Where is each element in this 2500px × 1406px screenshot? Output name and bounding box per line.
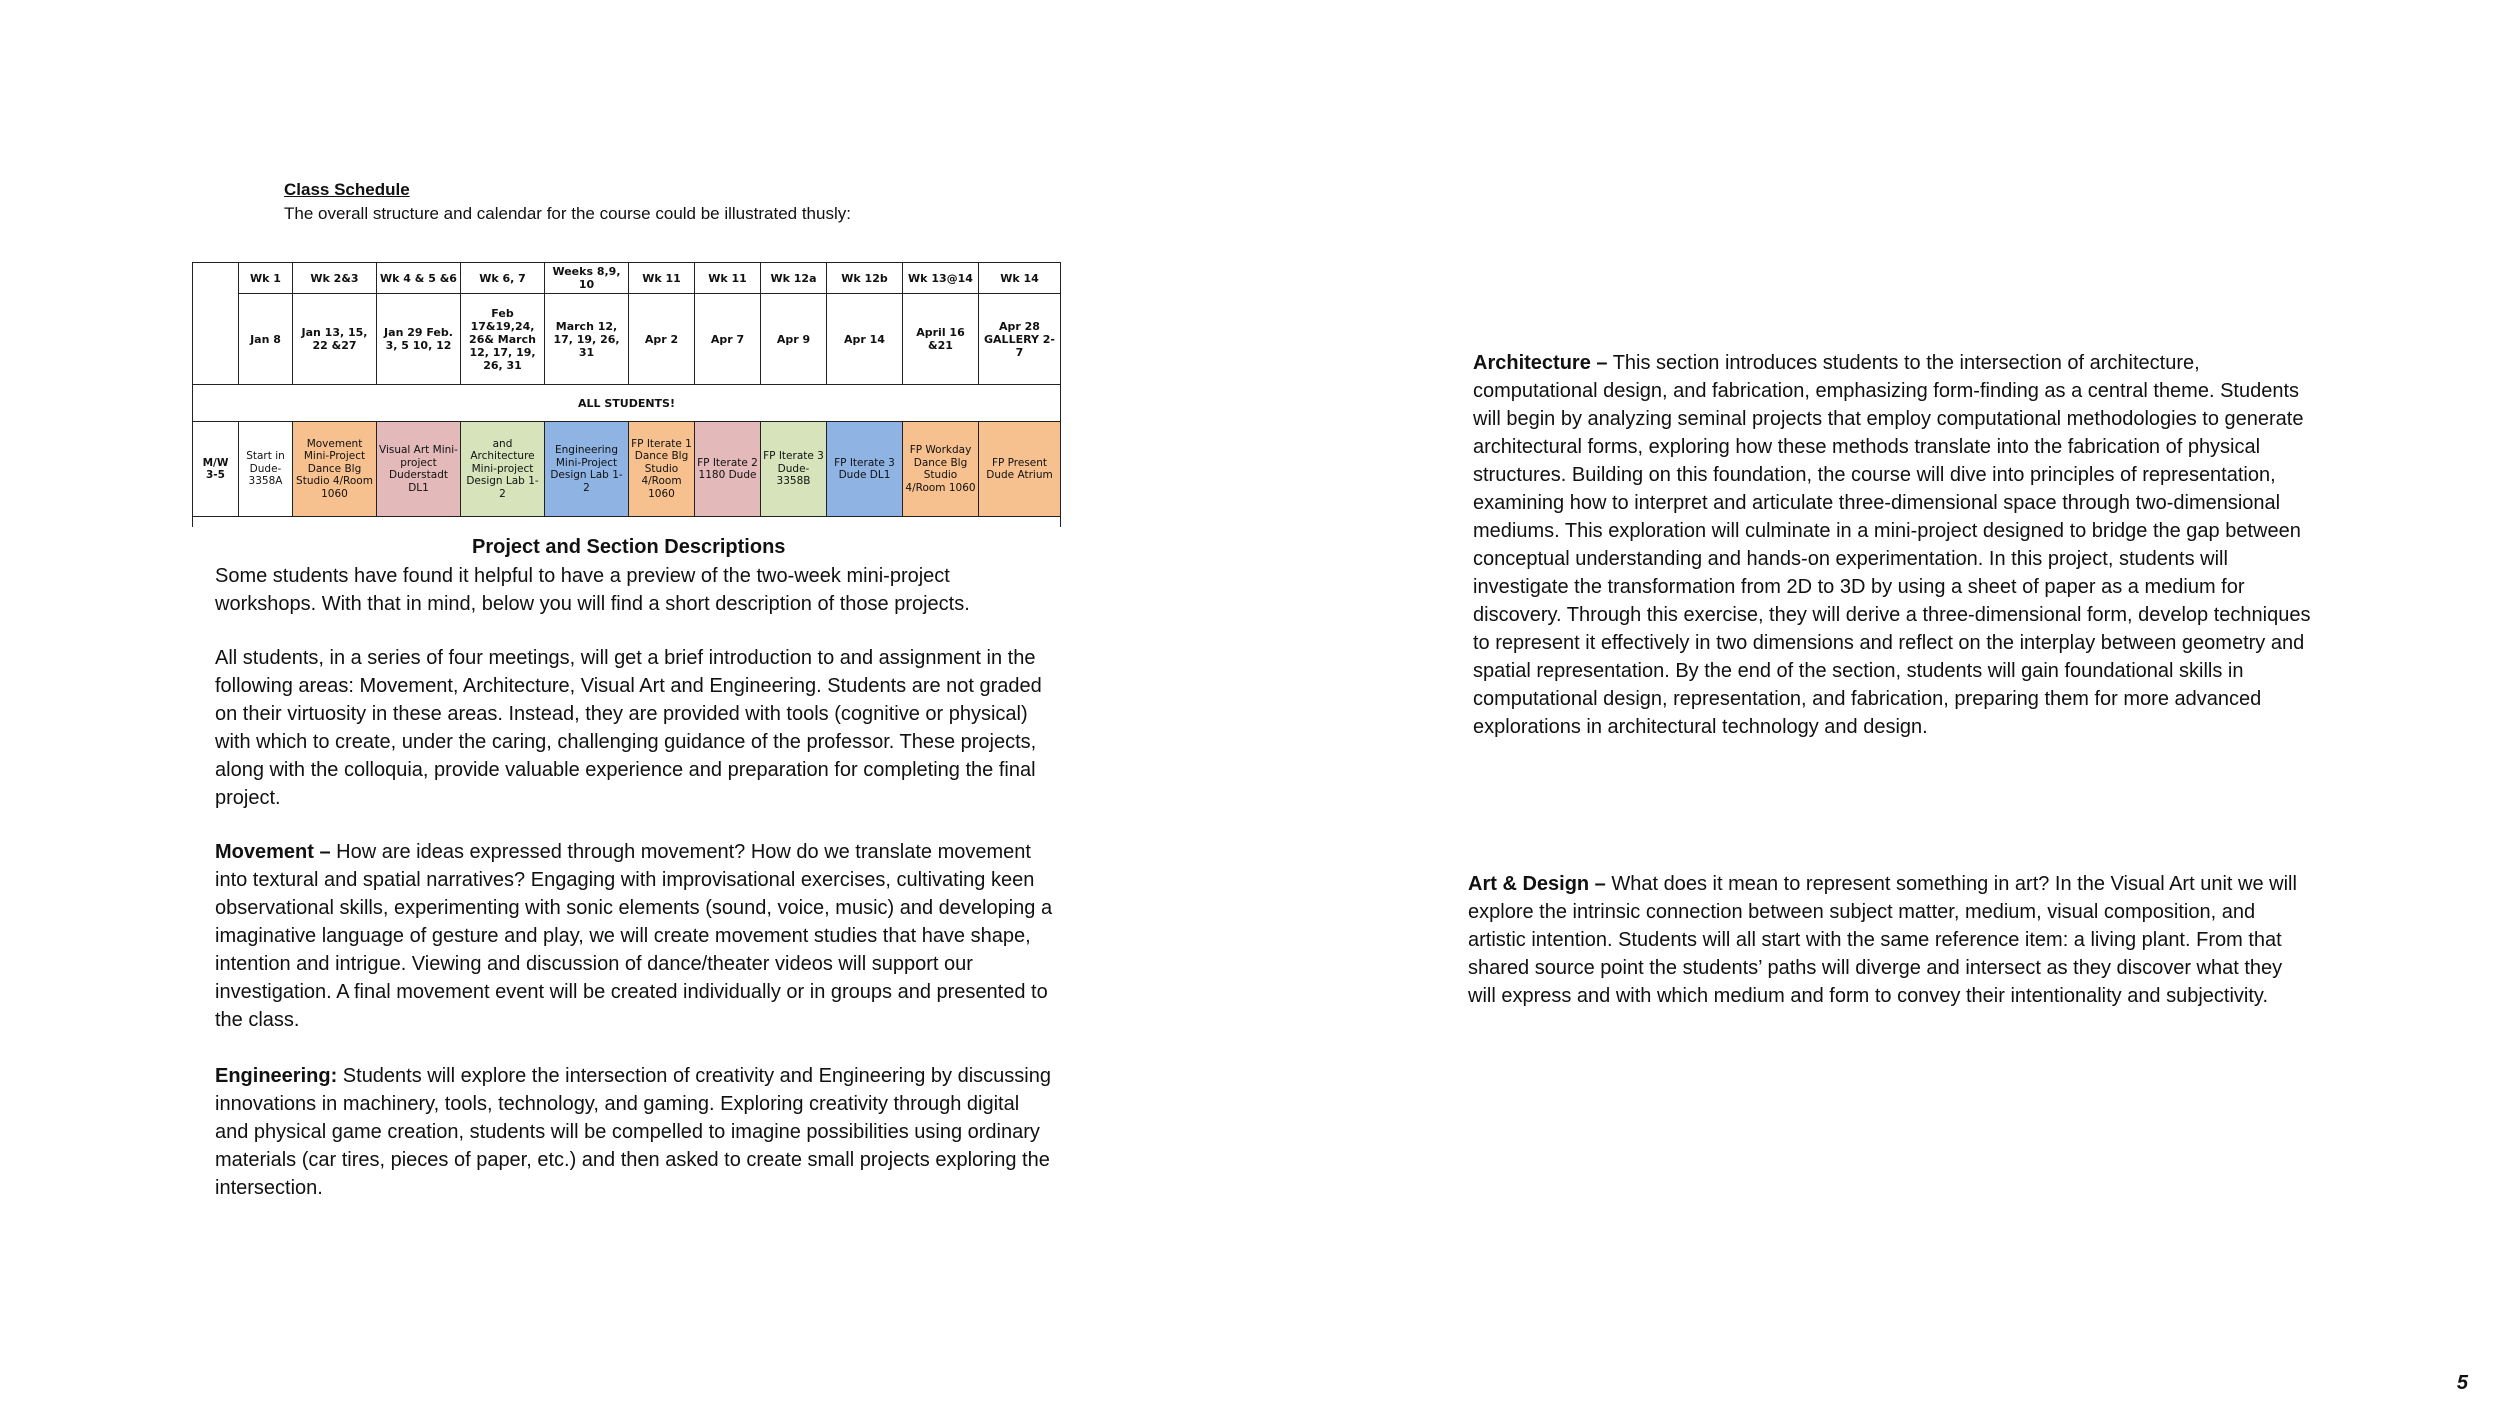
- project-cell-movement: Movement Mini-Project Dance Blg Studio 4/Room 1060: [293, 422, 377, 517]
- all-students-row: [193, 385, 1061, 422]
- project-cell-fp-present: FP Present Dude Atrium: [979, 422, 1061, 517]
- movement-paragraph: [215, 838, 1055, 1034]
- week-cell: Wk 6, 7: [461, 263, 545, 294]
- schedule-intro: The overall structure and calendar for the course could be illustrated thusly:: [284, 204, 851, 223]
- architecture-text: This section introduces students to the intersection of architecture, computational design, and fabrication, emphasizing form-finding as a central theme. Students will begin by analyzing seminal projects that employ computational methodologies to generate architectural forms, exploring how these methods translate into the fabrication of physical structures. Building on this foundation, the course will dive into principles of representation, examining how to interpret and articulate three-dimensional space through two-dimensional mediums. This exploration will culminate in a mini-project designed to bridge the gap between conceptual understanding and hands-on experimentation. In this project, students will investigate the transformation from 2D to 3D by using a sheet of paper as a medium for discovery. Through this exercise, they will derive a three-dimensional form, develop techniques to represent it effectively in two dimensions and reflect on the interplay between geometry and spatial representation. By the end of the section, students will gain foundational skills in computational design, representation, and fabrication, preparing them for more advanced explorations in architectural technology and design.: [1473, 352, 2311, 738]
- project-cell-fp-iterate-2: FP Iterate 2 1180 Dude: [695, 422, 761, 517]
- project-cell-fp-iterate-3a: FP Iterate 3 Dude-3358B: [761, 422, 827, 517]
- table-tail-row: [193, 517, 1061, 528]
- art-design-paragraph: [1468, 870, 2308, 1010]
- project-cell-visual-art: Visual Art Mini-project Duderstadt DL1: [377, 422, 461, 517]
- date-cell: Apr 28 GALLERY 2-7: [979, 294, 1061, 385]
- project-cell-fp-iterate-3b: FP Iterate 3 Dude DL1: [827, 422, 903, 517]
- dates-row: [193, 294, 1061, 385]
- engineering-label: Engineering:: [215, 1065, 338, 1087]
- date-cell: April 16 &21: [903, 294, 979, 385]
- row-label-cell: M/W 3-5: [193, 422, 239, 517]
- date-cell: Apr 14: [827, 294, 903, 385]
- projects-row: [193, 422, 1061, 517]
- week-cell: Wk 1: [239, 263, 293, 294]
- project-cell-fp-workday: FP Workday Dance Blg Studio 4/Room 1060: [903, 422, 979, 517]
- movement-label: Movement –: [215, 841, 331, 863]
- project-cell-engineering: Engineering Mini-Project Design Lab 1-2: [545, 422, 629, 517]
- project-cell: Start in Dude-3358A: [239, 422, 293, 517]
- engineering-paragraph: [215, 1062, 1055, 1202]
- project-cell-fp-iterate-1: FP Iterate 1 Dance Blg Studio 4/Room 1060: [629, 422, 695, 517]
- schedule-table: [192, 262, 1061, 527]
- schedule-title: Class Schedule: [284, 180, 410, 199]
- date-cell: Jan 13, 15, 22 &27: [293, 294, 377, 385]
- date-cell: Jan 29 Feb. 3, 5 10, 12: [377, 294, 461, 385]
- date-cell: Feb 17&19,24, 26& March 12, 17, 19, 26, 31: [461, 294, 545, 385]
- descriptions-heading: Project and Section Descriptions: [472, 536, 786, 558]
- weeks-row: [193, 263, 1061, 294]
- date-cell: Jan 8: [239, 294, 293, 385]
- week-cell: Wk 12a: [761, 263, 827, 294]
- intro-paragraph: Some students have found it helpful to have a preview of the two-week mini-project workshops. With that in mind, below you will find a short description of those projects.: [215, 565, 970, 615]
- date-cell: March 12, 17, 19, 26, 31: [545, 294, 629, 385]
- architecture-label: Architecture –: [1473, 352, 1608, 374]
- date-cell: Apr 7: [695, 294, 761, 385]
- week-cell: Weeks 8,9, 10: [545, 263, 629, 294]
- week-cell: Wk 12b: [827, 263, 903, 294]
- page-number: 5: [2456, 1372, 2468, 1394]
- week-cell: Wk 13@14: [903, 263, 979, 294]
- week-cell: Wk 11: [629, 263, 695, 294]
- all-students-cell: ALL STUDENTS!: [193, 385, 1061, 422]
- week-cell: Wk 11: [695, 263, 761, 294]
- art-design-label: Art & Design –: [1468, 873, 1606, 895]
- date-cell: Apr 2: [629, 294, 695, 385]
- architecture-paragraph: [1473, 349, 2313, 741]
- project-cell-architecture: and Architecture Mini-project Design Lab 1-2: [461, 422, 545, 517]
- art-design-text: What does it mean to represent something in art? In the Visual Art unit we will explore the intrinsic connection between subject matter, medium, visual composition, and artistic intention. Students will all start with the same reference item: a living plant. From that shared source point the students’ paths will diverge and intersect as they discover what they will express and with which medium and form to convey their intentionality and subjectivity.: [1468, 873, 2297, 1007]
- movement-text: How are ideas expressed through movement? How do we translate movement into textural and spatial narratives? Engaging with improvisational exercises, cultivating keen observational skills, experimenting with sonic elements (sound, voice, music) and developing a imaginative language of gesture and play, we will create movement studies that have shape, intention and intrigue. Viewing and discussion of dance/theater videos will support our investigation. A final movement event will be created individually or in groups and presented to the class.: [215, 841, 1053, 1031]
- week-cell: Wk 4 & 5 &6: [377, 263, 461, 294]
- engineering-text: Students will explore the intersection of creativity and Engineering by discussing innovations in machinery, tools, technology, and gaming. Exploring creativity through digital and physical game creation, students will be compelled to imagine possibilities using ordinary materials (car tires, pieces of paper, etc.) and then asked to create small projects exploring the intersection.: [215, 1065, 1051, 1199]
- table-tail-cell: [193, 517, 1061, 528]
- date-cell: Apr 9: [761, 294, 827, 385]
- week-cell: Wk 2&3: [293, 263, 377, 294]
- all-students-paragraph: All students, in a series of four meetings, will get a brief introduction to and assignment in the following areas: Movement, Architecture, Visual Art and Engineering. Students are not graded on their virtuosity in these areas. Instead, they are provided with tools (cognitive or physical) with which to create, under the caring, challenging guidance of the professor. These projects, along with the colloquia, provide valuable experience and preparation for completing the final project.: [215, 647, 1042, 809]
- corner-cell: [193, 263, 239, 385]
- week-cell: Wk 14: [979, 263, 1061, 294]
